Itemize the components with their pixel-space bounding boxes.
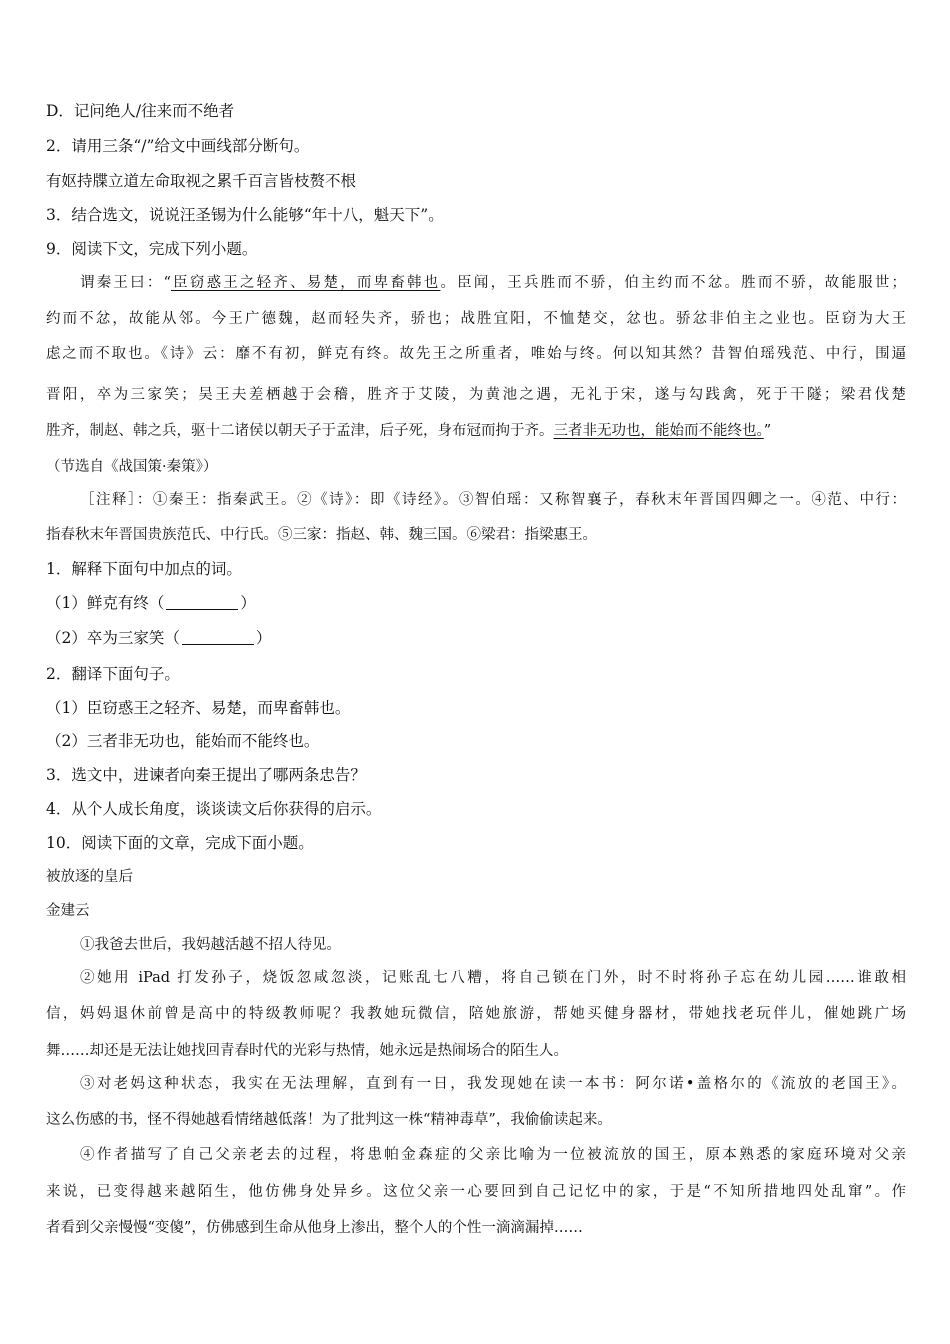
article-paragraph: ①我爸去世后，我妈越活越不招人待见。 (80, 937, 341, 953)
article-author: 金建云 (46, 903, 90, 919)
article-paragraph: 来说，已变得越来越陌生，他仿佛身处异乡。这位父亲一心要回到自己记忆中的家，于是“不知所措地四处乱窜”。作 (46, 1184, 906, 1200)
passage-line: 约而不忿，故能从邻。今王广德魏，赵而轻失齐，骄也；战胜宜阳，不恤楚交，忿也。骄忿非伯主之业也。臣窃为大王 (46, 311, 906, 327)
q8-sub3: 3．结合选文，说说汪圣锡为什么能够“年十八，魁天下”。 (46, 206, 444, 224)
q9-sub2: 2．翻译下面句子。 (46, 665, 180, 683)
passage-line (46, 421, 906, 441)
passage-text: 谓秦王曰：“ (80, 275, 171, 291)
article-paragraph: 舞……却还是无法让她找回青春时代的光彩与热情，她永远是热闹场合的陌生人。 (46, 1043, 568, 1059)
passage-text: 。臣闻，王兵胜而不骄，伯主约而不忿。胜而不骄，故能服世； (440, 275, 907, 291)
passage-text: ” (763, 423, 772, 439)
q9-sub1-item1 (46, 593, 906, 613)
article-title: 被放逐的皇后 (46, 869, 133, 885)
passage-line (80, 273, 906, 293)
q9-sub4: 4．从个人成长角度，谈谈读文后你获得的启示。 (46, 800, 382, 818)
article-paragraph: 者看到父亲慢慢“变傻”，仿佛感到生命从他身上渗出，整个人的个性一滴滴漏掉…… (46, 1220, 583, 1236)
q10-title: 10．阅读下面的文章，完成下面小题。 (46, 834, 314, 852)
item-text: ） (255, 629, 272, 647)
passage-note: 指春秋末年晋国贵族范氏、中行氏。⑤三家：指赵、韩、魏三国。⑥梁君：指梁惠王。 (46, 527, 597, 543)
passage-line: 晋阳，卒为三家笑；吴王夫差栖越于会稽，胜齐于艾陵，为黄池之遇，无礼于宋，遂与勾践禽，死于干隧；梁君伐楚 (46, 387, 906, 403)
article-paragraph: ④作者描写了自己父亲老去的过程，将患帕金森症的父亲比喻为一位被流放的国王，原本熟悉的家庭环境对父亲 (80, 1147, 906, 1163)
underlined-sentence-1: 臣窃惑王之轻齐、易楚，而卑畜韩也 (170, 275, 441, 291)
q9-title: 9．阅读下文，完成下列小题。 (46, 240, 258, 258)
q9-sub3: 3．选文中，进谏者向秦王提出了哪两条忠告？ (46, 766, 366, 784)
underlined-sentence-2: 三者非无功也，能始而不能终也。 (553, 423, 764, 439)
answer-blank[interactable] (166, 595, 238, 610)
article-paragraph: 这么伤感的书，怪不得她越看情绪越低落！为了批判这一株“精神毒草”，我偷偷读起来。 (46, 1112, 612, 1128)
item-text: （1）鲜克有终（ (46, 594, 165, 612)
q9-sub2-item2: （2）三者非无功也，能始而不能终也。 (46, 732, 320, 750)
q9-sub1: 1．解释下面句中加点的词。 (46, 560, 242, 578)
article-paragraph: ③对老妈这种状态，我实在无法理解，直到有一日，我发现她在读一本书：阿尔诺•盖格尔的《流放的老国王》。 (80, 1076, 906, 1092)
q8-sub2: 2．请用三条“/”给文中画线部分断句。 (46, 137, 310, 155)
q8-option-d: D．记问绝人/往来而不绝者 (46, 102, 235, 120)
q9-sub2-item1: （1）臣窃惑王之轻齐、易楚，而卑畜韩也。 (46, 699, 351, 717)
q9-sub1-item2 (46, 628, 906, 648)
item-text: （2）卒为三家笑（ (46, 629, 180, 647)
item-text: ） (240, 594, 256, 612)
q8-sub2-text: 有妪持牒立道左命取视之累千百言皆枝赘不根 (46, 172, 357, 190)
passage-text: 胜齐，制赵、韩之兵，驱十二诸侯以朝天子于孟津，后子死，身布冠而拘于齐。 (46, 423, 554, 439)
passage-note: ［注释］：①秦王：指秦武王。②《诗》：即《诗经》。③智伯瑶：又称智襄子，春秋末年晋国四卿之一。④范、中行： (80, 492, 906, 508)
article-paragraph: 信，妈妈退休前曾是高中的特级教师呢？我教她玩微信，陪她旅游，帮她买健身器材，带她找老玩伴儿，催她跳广场 (46, 1006, 906, 1022)
answer-blank[interactable] (182, 630, 254, 645)
passage-line: 虑之而不取也。《诗》云：靡不有初，鲜克有终。故先王之所重者，唯始与终。何以知其然？昔智伯瑶残范、中行，围逼 (46, 346, 906, 362)
article-paragraph: ②她用 iPad 打发孙子，烧饭忽咸忽淡，记账乱七八糟，将自己锁在门外，时不时将孙子忘在幼儿园……谁敢相 (80, 970, 906, 986)
passage-source: （节选自《战国策·秦策》） (46, 459, 218, 475)
